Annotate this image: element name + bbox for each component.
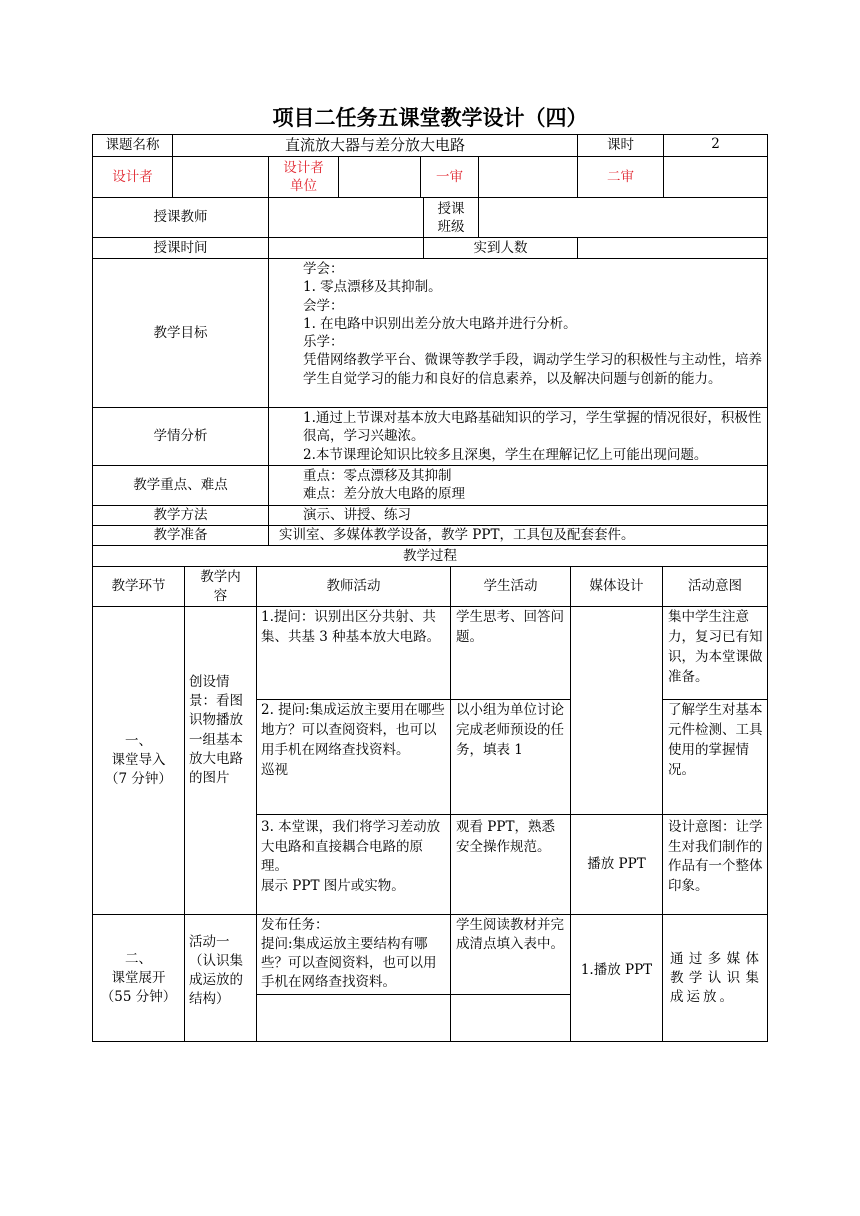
designer-label: 设计者	[112, 168, 153, 185]
key-points-text: 重点：零点漂移及其抑制 难点：差分放大电路的原理	[303, 468, 465, 502]
s1-row1-student: 学生思考、回答问题。	[456, 609, 564, 645]
analysis-label: 学情分析	[153, 428, 208, 444]
s1-row3-intent: 设计意图：让学生对我们制作的作品有一个整体印象。	[668, 819, 763, 894]
s2-intent: 通过多媒体教学认识集成运放。	[670, 951, 762, 1005]
class-label: 授课 班级	[437, 200, 465, 235]
header-intent: 活动意图	[688, 578, 742, 594]
goals-label: 教学目标	[153, 324, 208, 341]
goals-text: 学会： 1. 零点漂移及其抑制。 会学： 1. 在电路中识别出差分放大电路并进行分析。 乐学： 凭借网络教学平台、微课等教学手段，调动学生学习的积极性与主动性，培养学生自觉学习的能力和良好的信息素养，以及解决问题与创新的能力。	[303, 261, 762, 387]
hours-label: 课时	[607, 137, 634, 153]
course-name: 直流放大器与差分放大电路	[284, 136, 465, 154]
hours-value: 2	[711, 136, 720, 152]
s1-row2-intent: 了解学生对基本元件检测、工具使用的掌握情况。	[668, 702, 763, 778]
s1-row3-student: 观看 PPT，熟悉安全操作规范。	[456, 819, 555, 855]
s1-row2-student: 以小组为单位讨论完成老师预设的任务，填表 1	[456, 702, 564, 758]
s2-media: 1.播放 PPT	[580, 961, 653, 978]
prep-label: 教学准备	[153, 527, 208, 543]
header-media: 媒体设计	[589, 578, 644, 594]
review2-label: 二审	[607, 168, 634, 185]
s1-row1-teacher: 1.提问：识别出区分共射、共集、共基 3 种基本放大电路。	[261, 609, 441, 645]
teacher-label: 授课教师	[153, 209, 208, 225]
process-label: 教学过程	[403, 547, 457, 564]
method-label: 教学方法	[153, 507, 208, 523]
section1-stage: 一、 课堂导入 （7 分钟）	[105, 733, 172, 787]
method-text: 演示、讲授、练习	[303, 507, 411, 523]
header-teacher: 教师活动	[326, 578, 381, 594]
header-stage: 教学环节	[111, 578, 166, 594]
s2-teacher: 发布任务： 提问:集成运放主要结构有哪些？可以查阅资料，也可以用手机在网络查找资料。	[261, 917, 437, 990]
page-title: 项目二任务五课堂教学设计（四）	[272, 106, 588, 130]
key-points-label: 教学重点、难点	[133, 477, 228, 493]
s2-student: 学生阅读教材并完成清点填入表中。	[456, 917, 564, 952]
header-content: 教学内容	[200, 568, 241, 604]
section2-content: 活动一 （认识集成运放的结构）	[189, 934, 243, 1007]
prep-text: 实训室、多媒体教学设备，教学 PPT，工具包及配套套件。	[279, 527, 635, 543]
header-student: 学生活动	[483, 578, 538, 594]
s1-row1-intent: 集中学生注意力，复习已有知识，为本堂课做准备。	[668, 609, 763, 685]
s1-row3-teacher: 3. 本堂课，我们将学习差动放大电路和直接耦合电路的原理。 展示 PPT 图片或实物。	[261, 819, 441, 894]
s1-row2-teacher: 2. 提问:集成运放主要用在哪些地方？可以查阅资料，也可以用手机在网络查找资料。 巡视	[261, 702, 445, 778]
s1-row3-media: 播放 PPT	[587, 856, 646, 872]
attendance-label: 实到人数	[473, 239, 528, 256]
analysis-text: 1.通过上节课对基本放大电路基础知识的学习，学生掌握的情况很好，积极性很高，学习兴趣浓。 2.本节课理论知识比较多且深奥，学生在理解记忆上可能出现问题。	[303, 410, 762, 463]
time-label: 授课时间	[153, 239, 208, 256]
review1-label: 一审	[436, 168, 463, 185]
designer-unit-label: 设计者 单位	[283, 160, 324, 194]
course-name-label: 课题名称	[105, 137, 160, 153]
section1-content: 创设情景：看图识物播放一组基本放大电路的图片	[189, 674, 243, 787]
section2-stage: 二、 课堂展开 （55 分钟）	[100, 950, 177, 1005]
